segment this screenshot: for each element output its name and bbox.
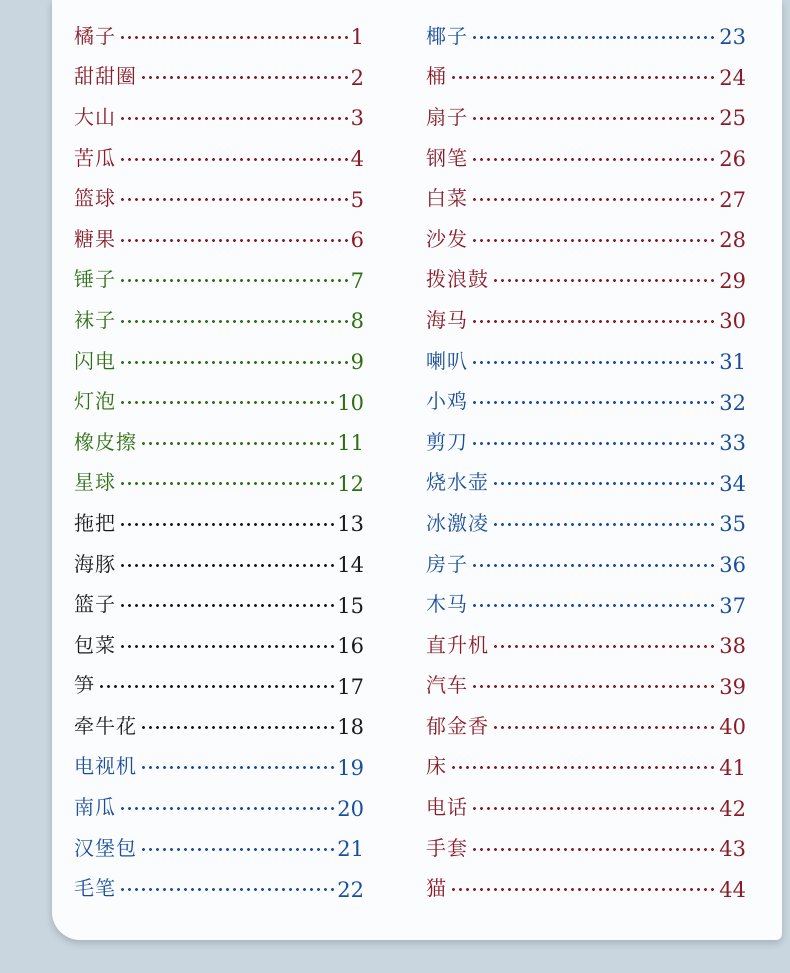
toc-entry-page-number: 28 bbox=[719, 228, 746, 253]
toc-entry-page-number: 36 bbox=[719, 553, 746, 578]
dot-leader bbox=[492, 726, 716, 729]
toc-entry-title: 苦瓜 bbox=[74, 145, 116, 170]
toc-entry-page-number: 44 bbox=[719, 877, 746, 902]
dot-leader bbox=[471, 685, 716, 688]
dot-leader bbox=[140, 766, 334, 769]
toc-entry-title: 南瓜 bbox=[74, 795, 116, 820]
dot-leader bbox=[450, 888, 716, 891]
toc-entry-page-number: 33 bbox=[719, 431, 746, 456]
toc-entry-title: 沙发 bbox=[426, 226, 468, 251]
toc-entry-page-number: 18 bbox=[337, 715, 364, 740]
toc-entry[interactable] bbox=[426, 420, 746, 461]
toc-entry-page-number: 29 bbox=[719, 268, 746, 293]
toc-entry[interactable] bbox=[74, 379, 364, 420]
toc-entry[interactable] bbox=[426, 582, 746, 623]
dot-leader bbox=[471, 320, 716, 323]
toc-entry-page-number: 22 bbox=[337, 877, 364, 902]
dot-leader bbox=[471, 117, 716, 120]
toc-entry-page-number: 23 bbox=[719, 25, 746, 50]
toc-entry[interactable] bbox=[426, 461, 746, 502]
toc-entry[interactable] bbox=[74, 785, 364, 826]
dot-leader bbox=[119, 564, 334, 567]
toc-column-right bbox=[426, 14, 746, 907]
toc-entry-page-number: 9 bbox=[350, 350, 364, 375]
toc-entry-page-number: 11 bbox=[337, 431, 364, 456]
toc-entry[interactable] bbox=[426, 55, 746, 96]
toc-entry[interactable] bbox=[426, 14, 746, 55]
dot-leader bbox=[471, 807, 716, 810]
toc-entry-title: 锤子 bbox=[74, 267, 116, 292]
toc-entry-title: 电视机 bbox=[74, 754, 137, 779]
dot-leader bbox=[471, 442, 716, 445]
toc-entry-page-number: 24 bbox=[719, 65, 746, 90]
toc-entry-title: 桶 bbox=[426, 64, 447, 89]
dot-leader bbox=[119, 401, 334, 404]
toc-entry-page-number: 7 bbox=[350, 268, 364, 293]
toc-entry-page-number: 35 bbox=[719, 512, 746, 537]
toc-entry[interactable] bbox=[426, 258, 746, 299]
toc-entry-page-number: 13 bbox=[337, 512, 364, 537]
toc-entry-title: 白菜 bbox=[426, 186, 468, 211]
toc-entry[interactable] bbox=[74, 501, 364, 542]
dot-leader bbox=[471, 36, 716, 39]
toc-entry-page-number: 4 bbox=[350, 147, 364, 172]
toc-entry-title: 拨浪鼓 bbox=[426, 267, 489, 292]
toc-entry-page-number: 30 bbox=[719, 309, 746, 334]
toc-entry[interactable] bbox=[426, 217, 746, 258]
toc-entry[interactable] bbox=[426, 298, 746, 339]
toc-entry[interactable] bbox=[426, 623, 746, 664]
dot-leader bbox=[119, 888, 334, 891]
toc-page bbox=[52, 0, 782, 940]
dot-leader bbox=[119, 117, 348, 120]
toc-entry[interactable] bbox=[74, 55, 364, 96]
toc-entry-title: 毛笔 bbox=[74, 876, 116, 901]
toc-entry[interactable] bbox=[426, 785, 746, 826]
toc-entry-page-number: 19 bbox=[337, 755, 364, 780]
toc-entry-title: 冰激凌 bbox=[426, 510, 489, 535]
toc-entry[interactable] bbox=[426, 866, 746, 907]
dot-leader bbox=[119, 36, 348, 39]
toc-entry-page-number: 43 bbox=[719, 837, 746, 862]
toc-entry-title: 房子 bbox=[426, 551, 468, 576]
toc-entry[interactable] bbox=[426, 339, 746, 380]
toc-entry[interactable] bbox=[74, 339, 364, 380]
toc-entry[interactable] bbox=[74, 217, 364, 258]
toc-entry[interactable] bbox=[426, 704, 746, 745]
toc-entry-title: 包菜 bbox=[74, 632, 116, 657]
toc-entry-title: 拖把 bbox=[74, 510, 116, 535]
dot-leader bbox=[119, 158, 348, 161]
toc-entry-title: 袜子 bbox=[74, 307, 116, 332]
toc-entry[interactable] bbox=[426, 501, 746, 542]
toc-entry-title: 橘子 bbox=[74, 23, 116, 48]
toc-entry-title: 灯泡 bbox=[74, 389, 116, 414]
toc-entry-page-number: 12 bbox=[337, 471, 364, 496]
toc-entry[interactable] bbox=[74, 623, 364, 664]
dot-leader bbox=[140, 442, 334, 445]
toc-entry[interactable] bbox=[74, 95, 364, 136]
dot-leader bbox=[471, 564, 716, 567]
toc-entry-title: 橡皮擦 bbox=[74, 429, 137, 454]
toc-entry-title: 糖果 bbox=[74, 226, 116, 251]
toc-entry[interactable] bbox=[74, 136, 364, 177]
toc-entry[interactable] bbox=[74, 542, 364, 583]
dot-leader bbox=[119, 198, 348, 201]
dot-leader bbox=[471, 848, 716, 851]
dot-leader bbox=[450, 76, 716, 79]
dot-leader bbox=[492, 482, 716, 485]
toc-entry-title: 汉堡包 bbox=[74, 835, 137, 860]
dot-leader bbox=[119, 807, 334, 810]
toc-entry[interactable] bbox=[426, 826, 746, 867]
dot-leader bbox=[471, 198, 716, 201]
toc-entry-title: 郁金香 bbox=[426, 713, 489, 738]
dot-leader bbox=[140, 76, 348, 79]
dot-leader bbox=[119, 523, 334, 526]
toc-entry[interactable] bbox=[74, 664, 364, 705]
toc-entry-page-number: 10 bbox=[337, 390, 364, 415]
toc-entry[interactable] bbox=[74, 582, 364, 623]
toc-entry-title: 甜甜圈 bbox=[74, 64, 137, 89]
toc-entry-page-number: 26 bbox=[719, 147, 746, 172]
toc-entry-page-number: 16 bbox=[337, 634, 364, 659]
toc-entry[interactable] bbox=[426, 95, 746, 136]
toc-entry[interactable] bbox=[74, 176, 364, 217]
toc-entry[interactable] bbox=[74, 298, 364, 339]
toc-entry-title: 木马 bbox=[426, 592, 468, 617]
toc-entry-page-number: 37 bbox=[719, 593, 746, 618]
toc-entry[interactable] bbox=[426, 136, 746, 177]
toc-entry-title: 猫 bbox=[426, 876, 447, 901]
toc-entry-title: 电话 bbox=[426, 795, 468, 820]
toc-entry[interactable] bbox=[426, 542, 746, 583]
toc-entry-page-number: 32 bbox=[719, 390, 746, 415]
dot-leader bbox=[119, 645, 334, 648]
toc-entry-title: 星球 bbox=[74, 470, 116, 495]
toc-entry-page-number: 6 bbox=[350, 228, 364, 253]
toc-entry-page-number: 25 bbox=[719, 106, 746, 131]
toc-entry-title: 烧水壶 bbox=[426, 470, 489, 495]
toc-entry[interactable] bbox=[426, 664, 746, 705]
toc-entry-title: 篮子 bbox=[74, 592, 116, 617]
toc-entry-title: 扇子 bbox=[426, 104, 468, 129]
toc-entry-title: 床 bbox=[426, 754, 447, 779]
toc-entry[interactable] bbox=[74, 258, 364, 299]
toc-entry-page-number: 8 bbox=[350, 309, 364, 334]
toc-entry-page-number: 3 bbox=[350, 106, 364, 131]
toc-column-left bbox=[74, 14, 364, 907]
dot-leader bbox=[140, 726, 334, 729]
toc-entry-title: 牵牛花 bbox=[74, 713, 137, 738]
toc-entry-title: 汽车 bbox=[426, 673, 468, 698]
dot-leader bbox=[471, 361, 716, 364]
toc-entry[interactable] bbox=[426, 379, 746, 420]
toc-entry[interactable] bbox=[74, 866, 364, 907]
toc-entry-page-number: 41 bbox=[719, 755, 746, 780]
toc-entry-page-number: 17 bbox=[337, 674, 364, 699]
dot-leader bbox=[492, 279, 716, 282]
toc-entry-page-number: 2 bbox=[350, 65, 364, 90]
toc-entry-title: 小鸡 bbox=[426, 389, 468, 414]
toc-entry-title: 海豚 bbox=[74, 551, 116, 576]
toc-entry-title: 椰子 bbox=[426, 23, 468, 48]
dot-leader bbox=[119, 239, 348, 242]
dot-leader bbox=[140, 848, 334, 851]
toc-entry-title: 剪刀 bbox=[426, 429, 468, 454]
toc-entry[interactable] bbox=[74, 461, 364, 502]
toc-entry-page-number: 5 bbox=[350, 187, 364, 212]
toc-entry-page-number: 1 bbox=[350, 25, 364, 50]
toc-entry-page-number: 15 bbox=[337, 593, 364, 618]
dot-leader bbox=[492, 645, 716, 648]
toc-entry-page-number: 42 bbox=[719, 796, 746, 821]
toc-entry-page-number: 27 bbox=[719, 187, 746, 212]
toc-entry[interactable] bbox=[426, 176, 746, 217]
toc-entry-title: 篮球 bbox=[74, 186, 116, 211]
dot-leader bbox=[450, 766, 716, 769]
dot-leader bbox=[119, 361, 348, 364]
toc-entry-title: 大山 bbox=[74, 104, 116, 129]
toc-entry-page-number: 34 bbox=[719, 471, 746, 496]
toc-entry[interactable] bbox=[74, 420, 364, 461]
toc-entry[interactable] bbox=[74, 704, 364, 745]
dot-leader bbox=[119, 482, 334, 485]
toc-entry-page-number: 20 bbox=[337, 796, 364, 821]
dot-leader bbox=[471, 604, 716, 607]
toc-entry-title: 手套 bbox=[426, 835, 468, 860]
dot-leader bbox=[119, 320, 348, 323]
dot-leader bbox=[471, 401, 716, 404]
toc-entry[interactable] bbox=[74, 14, 364, 55]
toc-entry-page-number: 40 bbox=[719, 715, 746, 740]
toc-entry-title: 闪电 bbox=[74, 348, 116, 373]
toc-entry-title: 钢笔 bbox=[426, 145, 468, 170]
dot-leader bbox=[471, 239, 716, 242]
dot-leader bbox=[119, 279, 348, 282]
dot-leader bbox=[492, 523, 716, 526]
toc-entry-page-number: 39 bbox=[719, 674, 746, 699]
toc-entry-title: 喇叭 bbox=[426, 348, 468, 373]
dot-leader bbox=[119, 604, 334, 607]
toc-entry-page-number: 38 bbox=[719, 634, 746, 659]
toc-entry-page-number: 21 bbox=[337, 837, 364, 862]
toc-entry-page-number: 31 bbox=[719, 350, 746, 375]
toc-entry[interactable] bbox=[74, 745, 364, 786]
toc-entry-title: 笋 bbox=[74, 673, 95, 698]
dot-leader bbox=[471, 158, 716, 161]
toc-entry-page-number: 14 bbox=[337, 553, 364, 578]
toc-entry-title: 直升机 bbox=[426, 632, 489, 657]
toc-entry-title: 海马 bbox=[426, 307, 468, 332]
toc-entry[interactable] bbox=[74, 826, 364, 867]
toc-entry[interactable] bbox=[426, 745, 746, 786]
dot-leader bbox=[98, 685, 334, 688]
